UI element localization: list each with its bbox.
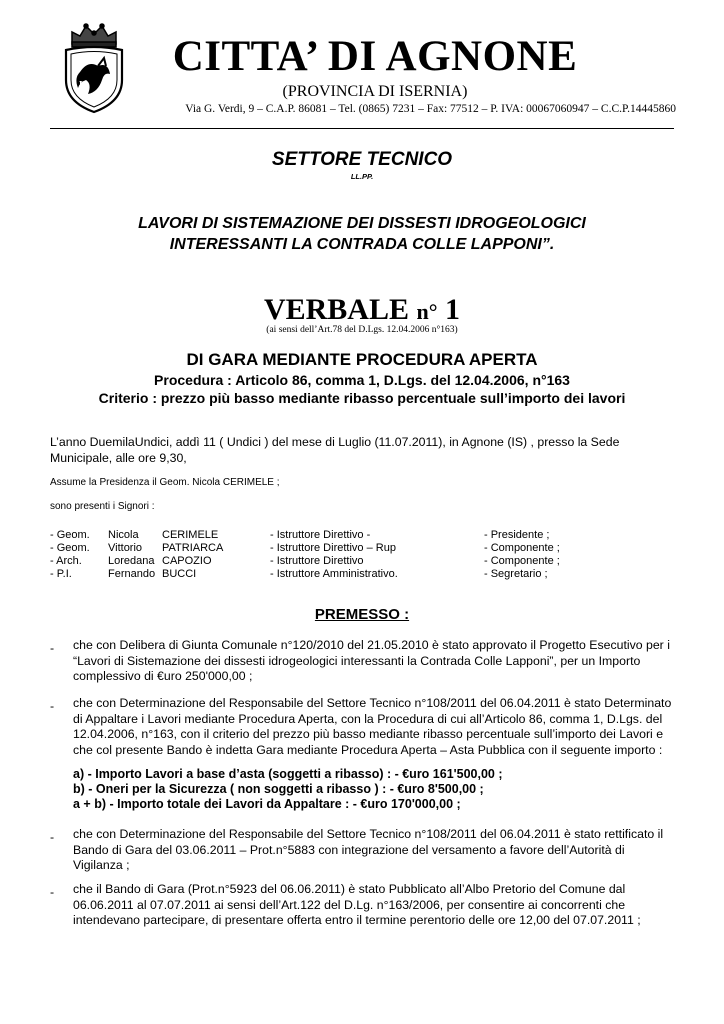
city-title: CITTA’ DI AGNONE xyxy=(172,33,578,80)
svg-text:H: H xyxy=(79,80,87,91)
attendee-function: - Componente ; xyxy=(484,555,560,567)
premesso-paragraph-4: che il Bando di Gara (Prot.n°5923 del 06.06.2011) è stato Pubblicato all’Albo Pretorio del Comune dal 06.06.2011 al 07.07.2011 ai sensi dell’Art.122 del D.Lg. n°163/2006, per consentire ai concorrenti che intendevano partecipare, di presentare offerta entro il termine perentorio delle ore 12,00 del 07.07.2011 ; xyxy=(73,882,641,927)
province-subtitle: (PROVINCIA DI ISERNIA) xyxy=(282,83,468,100)
premesso-paragraph-1: che con Delibera di Giunta Comunale n°120/2010 del 21.05.2010 è stato approvato il Progetto Esecutivo per i “Lavori di Sistemazione dei dissesti idrogeologici interessanti la Contrada Colle Lapponi”, per un Importo complessivo di €uro 250'000,00 ; xyxy=(73,638,670,683)
attendee-title: - Geom. xyxy=(50,529,90,541)
address-line: Via G. Verdi, 9 – C.A.P. 86081 – Tel. (0865) 7231 – Fax: 77512 – P. IVA: 00067060947 – C.C.P.14445860 xyxy=(185,103,676,115)
premesso-paragraph-3: che con Determinazione del Responsabile del Settore Tecnico n°108/2011 del 06.04.2011 è stato rettificato il Bando di Gara del 03.06.2011 – Prot.n°5883 con integrazione del versamento a favore dell’Autorità di Vigilanza ; xyxy=(73,827,664,872)
verbale-number: 1 xyxy=(445,293,461,326)
attendee-first-name: Vittorio xyxy=(108,542,143,554)
bullet-dash: - xyxy=(50,830,55,844)
verbale-number-symbol: n° xyxy=(416,299,438,324)
amount-line-total: a + b) - Importo totale dei Lavori da Appaltare : - €uro 170'000,00 ; xyxy=(73,797,461,811)
works-title-line-2: INTERESSANTI LA CONTRADA COLLE LAPPONI”. xyxy=(169,236,555,253)
verbale-legal-reference: (ai sensi dell’Art.78 del D.Lgs. 12.04.2006 n°163) xyxy=(266,325,458,335)
attendee-first-name: Nicola xyxy=(108,529,139,541)
attendee-last-name: BUCCI xyxy=(162,568,197,580)
attendee-first-name: Fernando xyxy=(108,568,156,580)
attendee-first-name: Loredana xyxy=(108,555,155,567)
amount-line-a: a) - Importo Lavori a base d’asta (soggetti a ribasso) : - €uro 161'500,00 ; xyxy=(73,767,503,781)
attendee-last-name: PATRIARCA xyxy=(162,542,224,554)
attendee-function: - Segretario ; xyxy=(484,568,548,580)
bullet-dash: - xyxy=(50,641,55,655)
attendee-last-name: CERIMELE xyxy=(162,529,219,541)
attendee-title: - P.I. xyxy=(50,568,72,580)
bullet-dash: - xyxy=(50,885,55,899)
attendee-title: - Arch. xyxy=(50,555,82,567)
presidenza-line: Assume la Presidenza il Geom. Nicola CERIMELE ; xyxy=(50,477,280,488)
sector-subtitle: LL.PP. xyxy=(350,172,374,181)
attendee-last-name: CAPOZIO xyxy=(162,555,212,567)
procedura-line: Procedura : Articolo 86, comma 1, D.Lgs. del 12.04.2006, n°163 xyxy=(154,372,570,388)
attendee-role: - Istruttore Direttivo - xyxy=(270,529,371,541)
bullet-dash: - xyxy=(50,699,55,713)
criterio-line: Criterio : prezzo più basso mediante ribasso percentuale sull’importo dei lavori xyxy=(98,390,626,406)
premesso-heading: PREMESSO : xyxy=(314,606,410,623)
attendee-title: - Geom. xyxy=(50,542,90,554)
gara-title: DI GARA MEDIANTE PROCEDURA APERTA xyxy=(186,350,538,369)
header-divider xyxy=(50,128,674,129)
premesso-paragraph-2: che con Determinazione del Responsabile del Settore Tecnico n°108/2011 del 06.04.2011 è stato Determinato di Appaltare i Lavori mediante Procedura Aperta, con la Procedura di cui all’Articolo 86, comma 1, D.Lgs. del 12.04.2006, n°163, con il criterio del prezzo più basso mediante ribasso percentuale sull’importo dei Lavori e che col presente Bando è indetta Gara mediante Procedura Aperta – Asta Pubblica con il seguente importo : xyxy=(73,696,672,757)
works-title-line-1: LAVORI DI SISTEMAZIONE DEI DISSESTI IDROGEOLOGICI xyxy=(138,215,586,232)
attendee-role: - Istruttore Amministrativo. xyxy=(270,568,398,580)
amount-line-b: b) - Oneri per la Sicurezza ( non soggetti a ribasso ) : - €uro 8'500,00 ; xyxy=(73,782,484,796)
attendee-role: - Istruttore Direttivo – Rup xyxy=(270,542,396,554)
sector-title: SETTORE TECNICO xyxy=(271,149,453,170)
attendee-function: - Componente ; xyxy=(484,542,560,554)
presenti-line: sono presenti i Signori : xyxy=(50,501,155,512)
attendee-role: - Istruttore Direttivo xyxy=(270,555,364,567)
verbale-word: VERBALE xyxy=(263,293,409,326)
attendee-function: - Presidente ; xyxy=(484,529,550,541)
city-crest-logo xyxy=(58,22,130,114)
intro-paragraph: L’anno DuemilaUndici, addì 11 ( Undici ) del mese di Luglio (11.07.2011), in Agnone (IS) , presso la Sede Municipale, alle ore 9,30, xyxy=(50,435,620,465)
